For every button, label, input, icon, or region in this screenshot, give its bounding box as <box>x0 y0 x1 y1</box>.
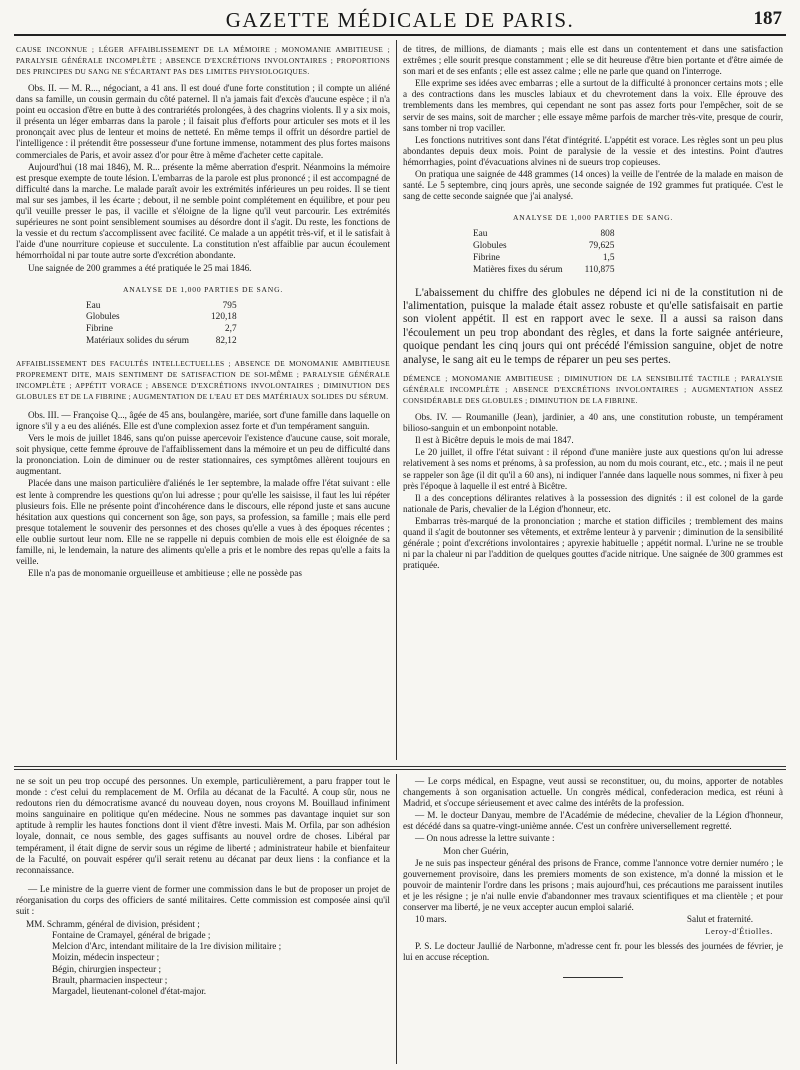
table-row <box>473 241 618 253</box>
commission-members-list <box>16 919 390 997</box>
news-paragraph-orfila: ne se soit un peu trop occupé des personnes. Un exemple, particulièrement, a paru frapper tout le monde : c'est celui du remplacement de M. Orfila au décanat de la Faculté. A coup sûr, nous ne redoutons rien du démocratisme avancé du nouveau doyen, nous croyons M. Bouillaud infiniment moins sanguinaire en politique qu'en médecine. Nous ne sommes pas davantage inquiet sur son aptitude à remplir les hautes fonctions dont il vient d'être investi. Mais M. Orfila, par son adhésion loyale, donnait, ce nous semble, des gages suffisants au nouvel ordre de choses. Libéral par tempérament, il était digne de servir sous un régime de liberté ; administrateur habile et bienfaiteur de la Faculté, on pouvait espérer qu'il serait retenu au décanat par deux liens : la confiance et la reconnaissance. <box>16 776 390 875</box>
case-summary-2: CAUSE INCONNUE ; LÉGER AFFAIBLISSEMENT DE LA MÉMOIRE ; MONOMANIE AMBITIEUSE ; PARALYSIE GÉNÉRALE INCOMPLÈTE ; ABSENCE D'EXCRÉTIONS INVOLONTAIRES ; PROPORTIONS DES PRINCIPES DU SANG NE S'ÉCARTANT PAS DES LIMITES PHYSIOLOGIQUES. <box>16 45 390 76</box>
row-value: 120,18 <box>211 312 237 323</box>
obs3-continued-1: de titres, de millions, de diamants ; mais elle est dans un contentement et dans une satisfaction extrêmes ; elle sourit presque constamment ; elle se dit heureuse d'être bien portante et d'être aimée de son mari et de ses enfants ; elle est assez calme ; elle ne parle que quand on l'interroge. <box>403 44 783 77</box>
letter-postscript: P. S. Le docteur Jaullié de Narbonne, m'adresse cent fr. pour les blessés des journées de février, je lui en accuse réception. <box>403 941 783 963</box>
row-label: Eau <box>86 300 101 311</box>
obs3-paragraph-1: Obs. III. — Françoise Q..., âgée de 45 ans, boulangère, mariée, sort d'une famille dans laquelle on ignore s'il y a eu des aliénés. Elle est d'une complexion assez forte et d'un tempérament sanguin. <box>16 409 390 431</box>
letter-closing: Salut et fraternité. <box>686 914 753 925</box>
blood-analysis-table-2 <box>473 229 618 276</box>
row-value: 795 <box>222 300 237 311</box>
analysis-table-title: ANALYSE DE 1,000 PARTIES DE SANG. <box>122 284 284 294</box>
obs4-paragraph-5: Embarras très-marqué de la prononciation ; marche et station difficiles ; tremblement des mains quand il s'agit de boutonner ses vêtements, et extrême lenteur à y parvenir ; diminution de la sensibilité générale ; point d'excrétions involontaires ; apyrexie habituelle ; appétit normal. L'urine ne se trouble ni par la chaleur ni par l'addition de quelques gouttes d'acide nitrique. Une saignée de 300 grammes est pratiquée. <box>403 515 783 571</box>
left-column <box>16 44 390 760</box>
table-row <box>86 336 241 348</box>
table-row <box>473 229 618 241</box>
table-row <box>86 324 241 336</box>
bottom-left-column <box>16 776 390 1066</box>
list-item: Melcion d'Arc, intendant militaire de la 1re division militaire ; <box>52 941 282 952</box>
row-value: 82,12 <box>215 336 237 347</box>
list-item: Bégin, chirurgien inspecteur ; <box>52 963 162 974</box>
obs4-paragraph-3: Le 20 juillet, il offre l'état suivant : il répond d'une manière juste aux questions qu'on lui adresse relativement à ses noms et prénoms, à sa profession, au nom du mois courant, etc., etc. ; mais il ne peut se rappeler son âge (il dit qu'il a 60 ans), ni indiquer l'année dans laquelle nous sommes, ni fixer à peu près l'époque à laquelle il est entré à Bicêtre. <box>403 447 783 491</box>
letter-date: 10 mars. <box>415 914 447 925</box>
letter-signature: Leroy-d'Étiolles. <box>705 926 773 937</box>
table-row <box>86 312 241 324</box>
obs2-paragraph-3: Une saignée de 200 grammes a été pratiquée le 25 mai 1846. <box>28 262 252 273</box>
obs3-continued-4: On pratiqua une saignée de 448 grammes (14 onces) la veille de l'entrée de la malade en maison de santé. Le 5 septembre, cinq jours après, une seconde saignée de 192 grammes fut pratiquée. C'est le sang de cette seconde saignée que j'ai analysé. <box>403 169 783 202</box>
list-item: Margadel, lieutenant-colonel d'état-major. <box>52 985 207 996</box>
obs4-paragraph-1: Obs. IV. — Roumanille (Jean), jardinier, a 40 ans, une constitution robuste, un tempérament bilioso-sanguin et un embonpoint notable. <box>403 412 783 434</box>
obs3-paragraph-3: Placée dans une maison particulière d'aliénés le 1er septembre, la malade offre l'état suivant : elle est lente à comprendre les questions qu'on lui adresse ; pour qu'elle les saisisse, il faut les lui répéter plusieurs fois. Elle ne présente point d'incohérence dans le discours, elle répond juste et sans aucune hésitation aux questions qui concernent son âge, son pays, sa profession, sa famille ; mais elle perd presque totalement le souvenir des personnes et des choses qu'elle a vues à des époques récentes ; elle oublie surtout leur nom. Elle ne se rappelle ni depuis combien de mois elle est éloignée de sa famille, ni, le lendemain, la nature des aliments qu'elle a pris et le nombre des repas qu'elle a faits la veille. <box>16 478 390 567</box>
row-value: 1,5 <box>602 253 615 263</box>
row-value: 2,7 <box>224 324 237 335</box>
table-row <box>86 301 241 313</box>
table-row <box>473 253 618 265</box>
list-item: MM. Schramm, général de division, président ; <box>26 919 200 930</box>
obs4-paragraph-2: Il est à Bicêtre depuis le mois de mai 1847. <box>415 435 574 446</box>
row-label: Matières fixes du sérum <box>473 264 563 275</box>
row-label: Fibrine <box>86 324 113 335</box>
bottom-right-column <box>403 776 783 1066</box>
row-label: Globules <box>473 241 507 252</box>
news-paragraph-spain: — Le corps médical, en Espagne, veut aussi se reconstituer, ou, du moins, apporter de notables changements à son organisation actuelle. Un congrès médical, confederacion medica, est réuni à Madrid, et s'occupe sérieusement et avec calme des intérêts de la profession. <box>403 776 783 809</box>
list-item: Brault, pharmacien inspecteur ; <box>52 974 168 985</box>
right-column <box>403 44 783 760</box>
obs4-paragraph-4: Il a des conceptions délirantes relatives à la possession des dignités : il est colonel de la garde nationale de Paris, chevalier de la Légion d'honneur, etc. <box>403 492 783 514</box>
section-divider <box>14 766 786 767</box>
news-paragraph-danyau: — M. le docteur Danyau, membre de l'Académie de médecine, chevalier de la Légion d'honneur, est décédé dans sa quatre-vingt-unième année. C'est un confrère universellement regretté. <box>403 810 783 832</box>
row-value: 808 <box>600 229 615 240</box>
row-value: 110,875 <box>584 264 615 275</box>
page-number: 187 <box>753 8 782 29</box>
table-row <box>473 265 618 277</box>
blood-analysis-table-1 <box>86 301 241 348</box>
letter-salutation: Mon cher Guérin, <box>443 845 509 856</box>
column-divider-top <box>396 40 397 760</box>
analysis-commentary: L'abaissement du chiffre des globules ne dépend ici ni de la constitution ni de l'alimentation, puisque la malade était assez robuste et qu'elle satisfaisait en partie son violent appétit. Il est en rapport avec le sexe. Il a aussi sa raison dans l'écoulement un peu trop abondant des règles, et dans la forte saignée antérieure, quoique pendant les cinq jours qui ont précédé l'émission sanguine, objet de notre analyse, le sang ait eu le temps de réparer un peu ses pertes. <box>403 286 783 366</box>
case-summary-4: DÉMENCE ; MONOMANIE AMBITIEUSE ; DIMINUTION DE LA SENSIBILITÉ TACTILE ; PARALYSIE GÉNÉRALE INCOMPLÈTE ; ABSENCE D'EXCRÉTIONS INVOLONTAIRES ; AUGMENTATION ASSEZ CONSIDÉRABLE DES GLOBULES ; DIMINUTION DE LA FIBRINE. <box>403 374 783 406</box>
page-header <box>14 6 786 36</box>
case-summary-3: AFFAIBLISSEMENT DES FACULTÉS INTELLECTUELLES ; ABSENCE DE MONOMANIE AMBITIEUSE PROPREMENT DITE, MAIS SENTIMENT DE SATISFACTION DE SOI-MÊME ; PARALYSIE GÉNÉRALE INCOMPLÈTE ; APPÉTIT VORACE ; ABSENCE D'EXCRÉTIONS INVOLONTAIRES ; DIMINUTION DES GLOBULES ET DE LA FIBRINE ; AUGMENTATION DE L'EAU ET DES MATÉRIAUX SOLIDES DU SÉRUM. <box>16 358 390 401</box>
row-label: Fibrine <box>473 253 500 263</box>
end-rule <box>563 977 623 978</box>
journal-title: GAZETTE MÉDICALE DE PARIS. <box>225 8 575 32</box>
list-item: Moizin, médecin inspecteur ; <box>52 952 160 963</box>
obs3-continued-3: Les fonctions nutritives sont dans l'état d'intégrité. L'appétit est vorace. Les règles sont un peu plus abondantes depuis deux mois. Point de paralysie de la vessie et des intestins. Point d'autres hémorrhagies, point d'évacuations alvines ni de sueurs trop copieuses. <box>403 134 783 167</box>
obs3-continued-2: Elle exprime ses idées avec embarras ; elle a surtout de la difficulté à prononcer certains mots ; elle a des contractions dans les muscles labiaux et du chevrotement dans la voix. Elle éprouve des tremblements dans les membres, qui cependant ne sont pas assez forts pour l'empêcher, soit de se servir de ses mains, soit de marcher ; elle essaye même parfois de marcher très-vite, presque de courir, sans tomber ni trop vaciller. <box>403 78 783 133</box>
column-divider-bottom <box>396 774 397 1064</box>
obs3-paragraph-2: Vers le mois de juillet 1846, sans qu'on puisse apercevoir l'existence d'aucune cause, soit morale, soit physique, cette femme éprouve de l'affaiblissement dans la mémoire et un peu de difficulté dans la prononciation. Loin de diminuer ou de rester stationnaires, ces symptômes allèrent toujours en augmentant. <box>16 433 390 477</box>
row-value: 79,625 <box>588 241 615 252</box>
row-label: Matériaux solides du sérum <box>86 336 190 347</box>
news-paragraph-commission: — Le ministre de la guerre vient de former une commission dans le but de proposer un projet de réorganisation du corps des officiers de santé militaires. Cette commission est composée ainsi qu'il suit : <box>16 883 390 917</box>
row-label: Eau <box>473 229 488 240</box>
obs2-paragraph-2: Aujourd'hui (18 mai 1846), M. R... présente la même aberration d'esprit. Néanmoins la mémoire est presque exempte de toute lésion. L'embarras de la parole est plus prononcé ; il est accompagné de difficulté dans la marche. Le malade paraît avoir les extrémités inférieures un peu roides. Il se tient mal sur ses jambes, il les écarte ; debout, il ne semble point complétement en équilibre, et pour peu qu'il veuille presser le pas, il vacille et s'éloigne de la ligne qu'il veut parcourir. Les extrémités supérieures ne sont point sensiblement soumises au désordre dont il s'agit. Du reste, les fonctions de la vessie et du rectum s'accomplissent avec facilité. Ce malade a un appétit très-vif, et il le satisfait à l'aide d'une nourriture copieuse et succulente. La constitution n'est affaiblie par aucun écoulement hémorrhoïdal ni par toute autre sorte d'excrétion abondante. <box>16 161 390 261</box>
obs2-paragraph-1: Obs. II. — M. R..., négociant, a 41 ans. Il est doué d'une forte constitution ; il compte un aliéné dans sa famille, un cousin germain du côté paternel. Il n'a jamais fait d'excès d'aucune espèce ; il n'a point eu occasion d'être en butte à des contrariétés prolongées, à des chagrins violents. Il y a six mois, il présenta un léger embarras dans la parole ; il faisait plus d'efforts pour articuler ses mots et il les prononçait avec plus de lenteur et moins de netteté. En même temps il offrit un désordre partiel de l'intelligence : il prétendit être possesseur d'une fortune immense, notamment des plus fortes maisons commerciales de Paris, et avoir assez d'or pour être à même d'acheter cette capitale. <box>16 83 390 160</box>
obs3-paragraph-4: Elle n'a pas de monomanie orgueilleuse et ambitieuse ; elle ne possède pas <box>28 568 302 579</box>
letter-body: Je ne suis pas inspecteur général des prisons de France, comme l'annonce votre dernier numéro ; le gouvernement provisoire, dans les premiers moments de son existence, m'a donné la mission et le pouvoir de maintenir l'ordre dans les prisons ; mais aujourd'hui, ces précautions me paraissent inutiles et je les résigne ; je n'ai nulle envie d'abandonner mes travaux scientifiques et ma clientèle ; et pour conserver ma liberté, je ne veux accepter aucun emploi salarié. <box>403 857 783 913</box>
analysis-table-title: ANALYSE DE 1,000 PARTIES DE SANG. <box>512 213 674 223</box>
row-label: Globules <box>86 312 120 323</box>
section-divider-double <box>14 769 786 770</box>
list-item: Fontaine de Cramayel, général de brigade ; <box>52 930 211 941</box>
letter-closing-row <box>403 914 783 926</box>
news-paragraph-letter-intro: — On nous adresse la lettre suivante : <box>415 833 555 844</box>
